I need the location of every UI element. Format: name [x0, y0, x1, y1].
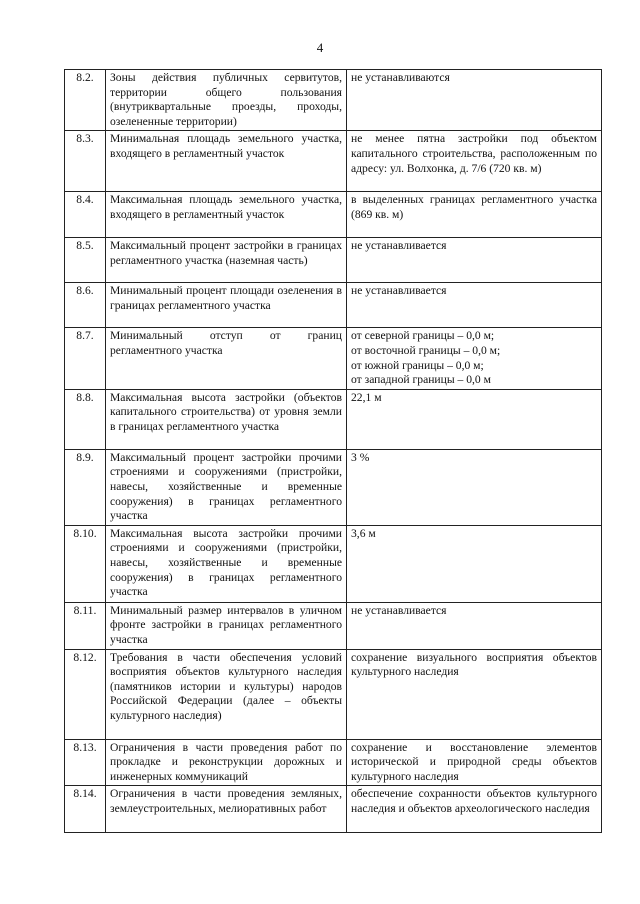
parameter-value: не устанавливается: [347, 283, 602, 328]
table-row: [65, 602, 602, 649]
table-row: [65, 328, 602, 389]
table-row: [65, 525, 602, 602]
parameter-name: Требования в части обеспечения условий восприятия объектов культурного наследия (памятников истории и культуры) народов Российской Федерации (далее – объекты культурного наследия): [106, 649, 347, 739]
parameter-name: Ограничения в части проведения работ по прокладке и реконструкции дорожных и инженерных коммуникаций: [106, 739, 347, 786]
table-row: [65, 283, 602, 328]
parameter-value: не устанавливается: [347, 602, 602, 649]
setback-east: от восточной границы – 0,0 м;: [351, 343, 501, 357]
table-row: [65, 192, 602, 238]
table-row: [65, 786, 602, 833]
row-number: 8.10.: [65, 525, 106, 602]
row-number: 8.7.: [65, 328, 106, 389]
parameter-value: не устанавливается: [347, 238, 602, 283]
row-number: 8.4.: [65, 192, 106, 238]
parameter-value: обеспечение сохранности объектов культурного наследия и объектов археологического наследия: [347, 786, 602, 833]
parameter-name: Минимальная площадь земельного участка, входящего в регламентный участок: [106, 131, 347, 192]
parameter-value-list: [347, 328, 602, 389]
page-number: 4: [316, 40, 324, 55]
setback-west: от западной границы – 0,0 м: [351, 373, 491, 387]
parameter-name: Минимальный отступ от границ регламентного участка: [106, 328, 347, 389]
row-number: 8.14.: [65, 786, 106, 833]
table-row: [65, 238, 602, 283]
setback-north: от северной границы – 0,0 м;: [351, 329, 495, 343]
parameter-name: Ограничения в части проведения земляных, землеустроительных, мелиоративных работ: [106, 786, 347, 833]
row-number: 8.8.: [65, 389, 106, 449]
parameter-value: не менее пятна застройки под объектом капитального строительства, расположенным по адресу: ул. Волхонка, д. 7/6 (720 кв. м): [347, 131, 602, 192]
parameter-name: Максимальная высота застройки (объектов капитального строительства) от уровня земли в границах регламентного участка: [106, 389, 347, 449]
parameter-value: 22,1 м: [347, 389, 602, 449]
parameter-value: в выделенных границах регламентного участка (869 кв. м): [347, 192, 602, 238]
row-number: 8.3.: [65, 131, 106, 192]
parameter-name: Минимальный процент площади озеленения в границах регламентного участка: [106, 283, 347, 328]
regulation-table: [64, 69, 602, 833]
parameter-name: Максимальный процент застройки в границах регламентного участка (наземная часть): [106, 238, 347, 283]
parameter-name: Максимальный процент застройки прочими строениями и сооружениями (пристройки, навесы, хозяйственные и временные сооружения) в границах регламентного участка: [106, 449, 347, 525]
parameter-value: не устанавливаются: [347, 70, 602, 131]
row-number: 8.12.: [65, 649, 106, 739]
row-number: 8.9.: [65, 449, 106, 525]
row-number: 8.2.: [65, 70, 106, 131]
table-row: [65, 449, 602, 525]
parameter-name: Максимальная высота застройки прочими строениями и сооружениями (пристройки, навесы, хозяйственные и временные сооружения) в границах регламентного участка: [106, 525, 347, 602]
table-row: [65, 70, 602, 131]
parameter-value: сохранение и восстановление элементов исторической и природной среды объектов культурного наследия: [347, 739, 602, 786]
parameter-name: Минимальный размер интервалов в уличном фронте застройки в границах регламентного участка: [106, 602, 347, 649]
parameter-value: 3 %: [347, 449, 602, 525]
setback-south: от южной границы – 0,0 м;: [351, 358, 484, 372]
parameter-value: 3,6 м: [347, 525, 602, 602]
row-number: 8.5.: [65, 238, 106, 283]
row-number: 8.11.: [65, 602, 106, 649]
table-row: [65, 649, 602, 739]
row-number: 8.13.: [65, 739, 106, 786]
row-number: 8.6.: [65, 283, 106, 328]
table-row: [65, 131, 602, 192]
table-row: [65, 739, 602, 786]
parameter-name: Зоны действия публичных сервитутов, территории общего пользования (внутриквартальные проезды, проходы, озелененные территории): [106, 70, 347, 131]
parameter-name: Максимальная площадь земельного участка, входящего в регламентный участок: [106, 192, 347, 238]
parameter-value: сохранение визуального восприятия объектов культурного наследия: [347, 649, 602, 739]
table-row: [65, 389, 602, 449]
